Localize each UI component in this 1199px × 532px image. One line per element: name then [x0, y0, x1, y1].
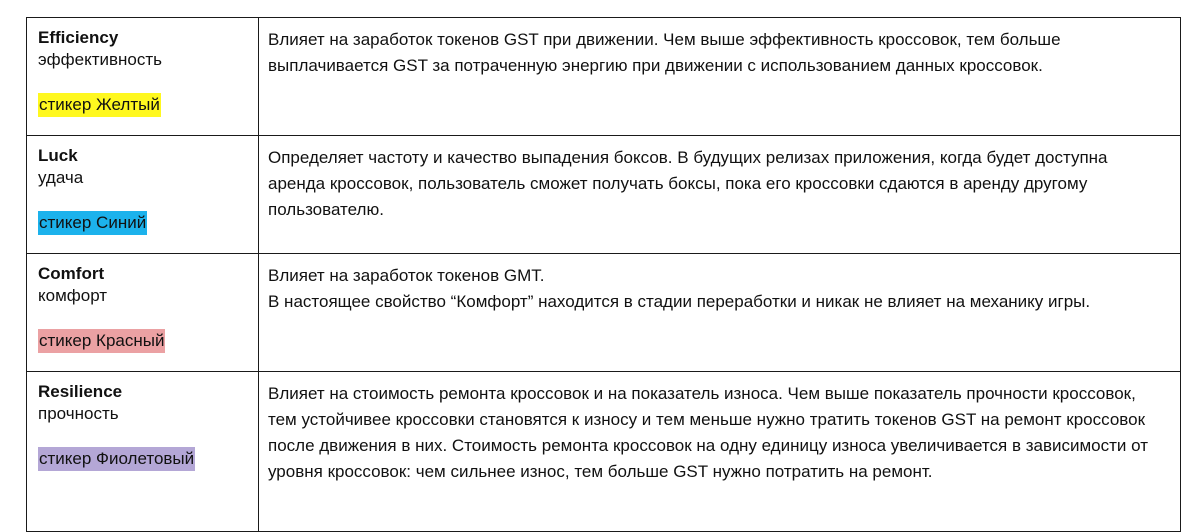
attribute-description-cell: [259, 372, 1181, 532]
attribute-name-cell: [27, 372, 259, 532]
attribute-description-line: Влияет на заработок токенов GMT.: [268, 266, 545, 285]
attribute-translation: комфорт: [38, 286, 108, 305]
attribute-description: Определяет частоту и качество выпадения боксов. В будущих релизах приложения, когда будет доступна аренда кроссовок, пользователь сможет получать боксы, пока его кроссовки сдаются в аренду другому пользователю.: [268, 148, 1108, 219]
attribute-description-cell: [259, 136, 1181, 254]
attribute-name-cell: [27, 254, 259, 372]
attribute-translation: удача: [38, 168, 84, 187]
table-row-luck: [27, 136, 1181, 254]
attribute-name-cell: [27, 136, 259, 254]
attribute-description-cell: [259, 254, 1181, 372]
attribute-description-line: В настоящее свойство “Комфорт” находится в стадии переработки и никак не влияет на механику игры.: [268, 292, 1091, 311]
sticker-label: стикер Синий: [38, 211, 147, 235]
table-row-efficiency: [27, 18, 1181, 136]
sticker-label: стикер Красный: [38, 329, 165, 353]
attribute-name-cell: [27, 18, 259, 136]
attribute-term: Efficiency: [38, 28, 119, 47]
attributes-table: [26, 17, 1181, 532]
attribute-term: Luck: [38, 146, 78, 165]
table-row-comfort: [27, 254, 1181, 372]
attribute-translation: эффективность: [38, 50, 163, 69]
attribute-description: Влияет на заработок токенов GST при движении. Чем выше эффективность кроссовок, тем больше выплачивается GST за потраченную энергию при движении с использованием данных кроссовок.: [268, 30, 1061, 75]
sticker-label: стикер Желтый: [38, 93, 161, 117]
attribute-description-cell: [259, 18, 1181, 136]
attribute-translation: прочность: [38, 404, 119, 423]
attribute-term: Resilience: [38, 382, 123, 401]
table-row-resilience: [27, 372, 1181, 532]
attribute-term: Comfort: [38, 264, 105, 283]
sticker-label: стикер Фиолетовый: [38, 447, 195, 471]
attribute-description: Влияет на стоимость ремонта кроссовок и на показатель износа. Чем выше показатель прочности кроссовок, тем устойчивее кроссовки становятся к износу и тем меньше нужно тратить токенов GST на ремонт кроссовок после движения в них. Стоимость ремонта кроссовок на одну единицу износа увеличивается в зависимости от уровня кроссовок: чем сильнее износ, тем больше GST нужно потратить на ремонт.: [268, 384, 1148, 481]
